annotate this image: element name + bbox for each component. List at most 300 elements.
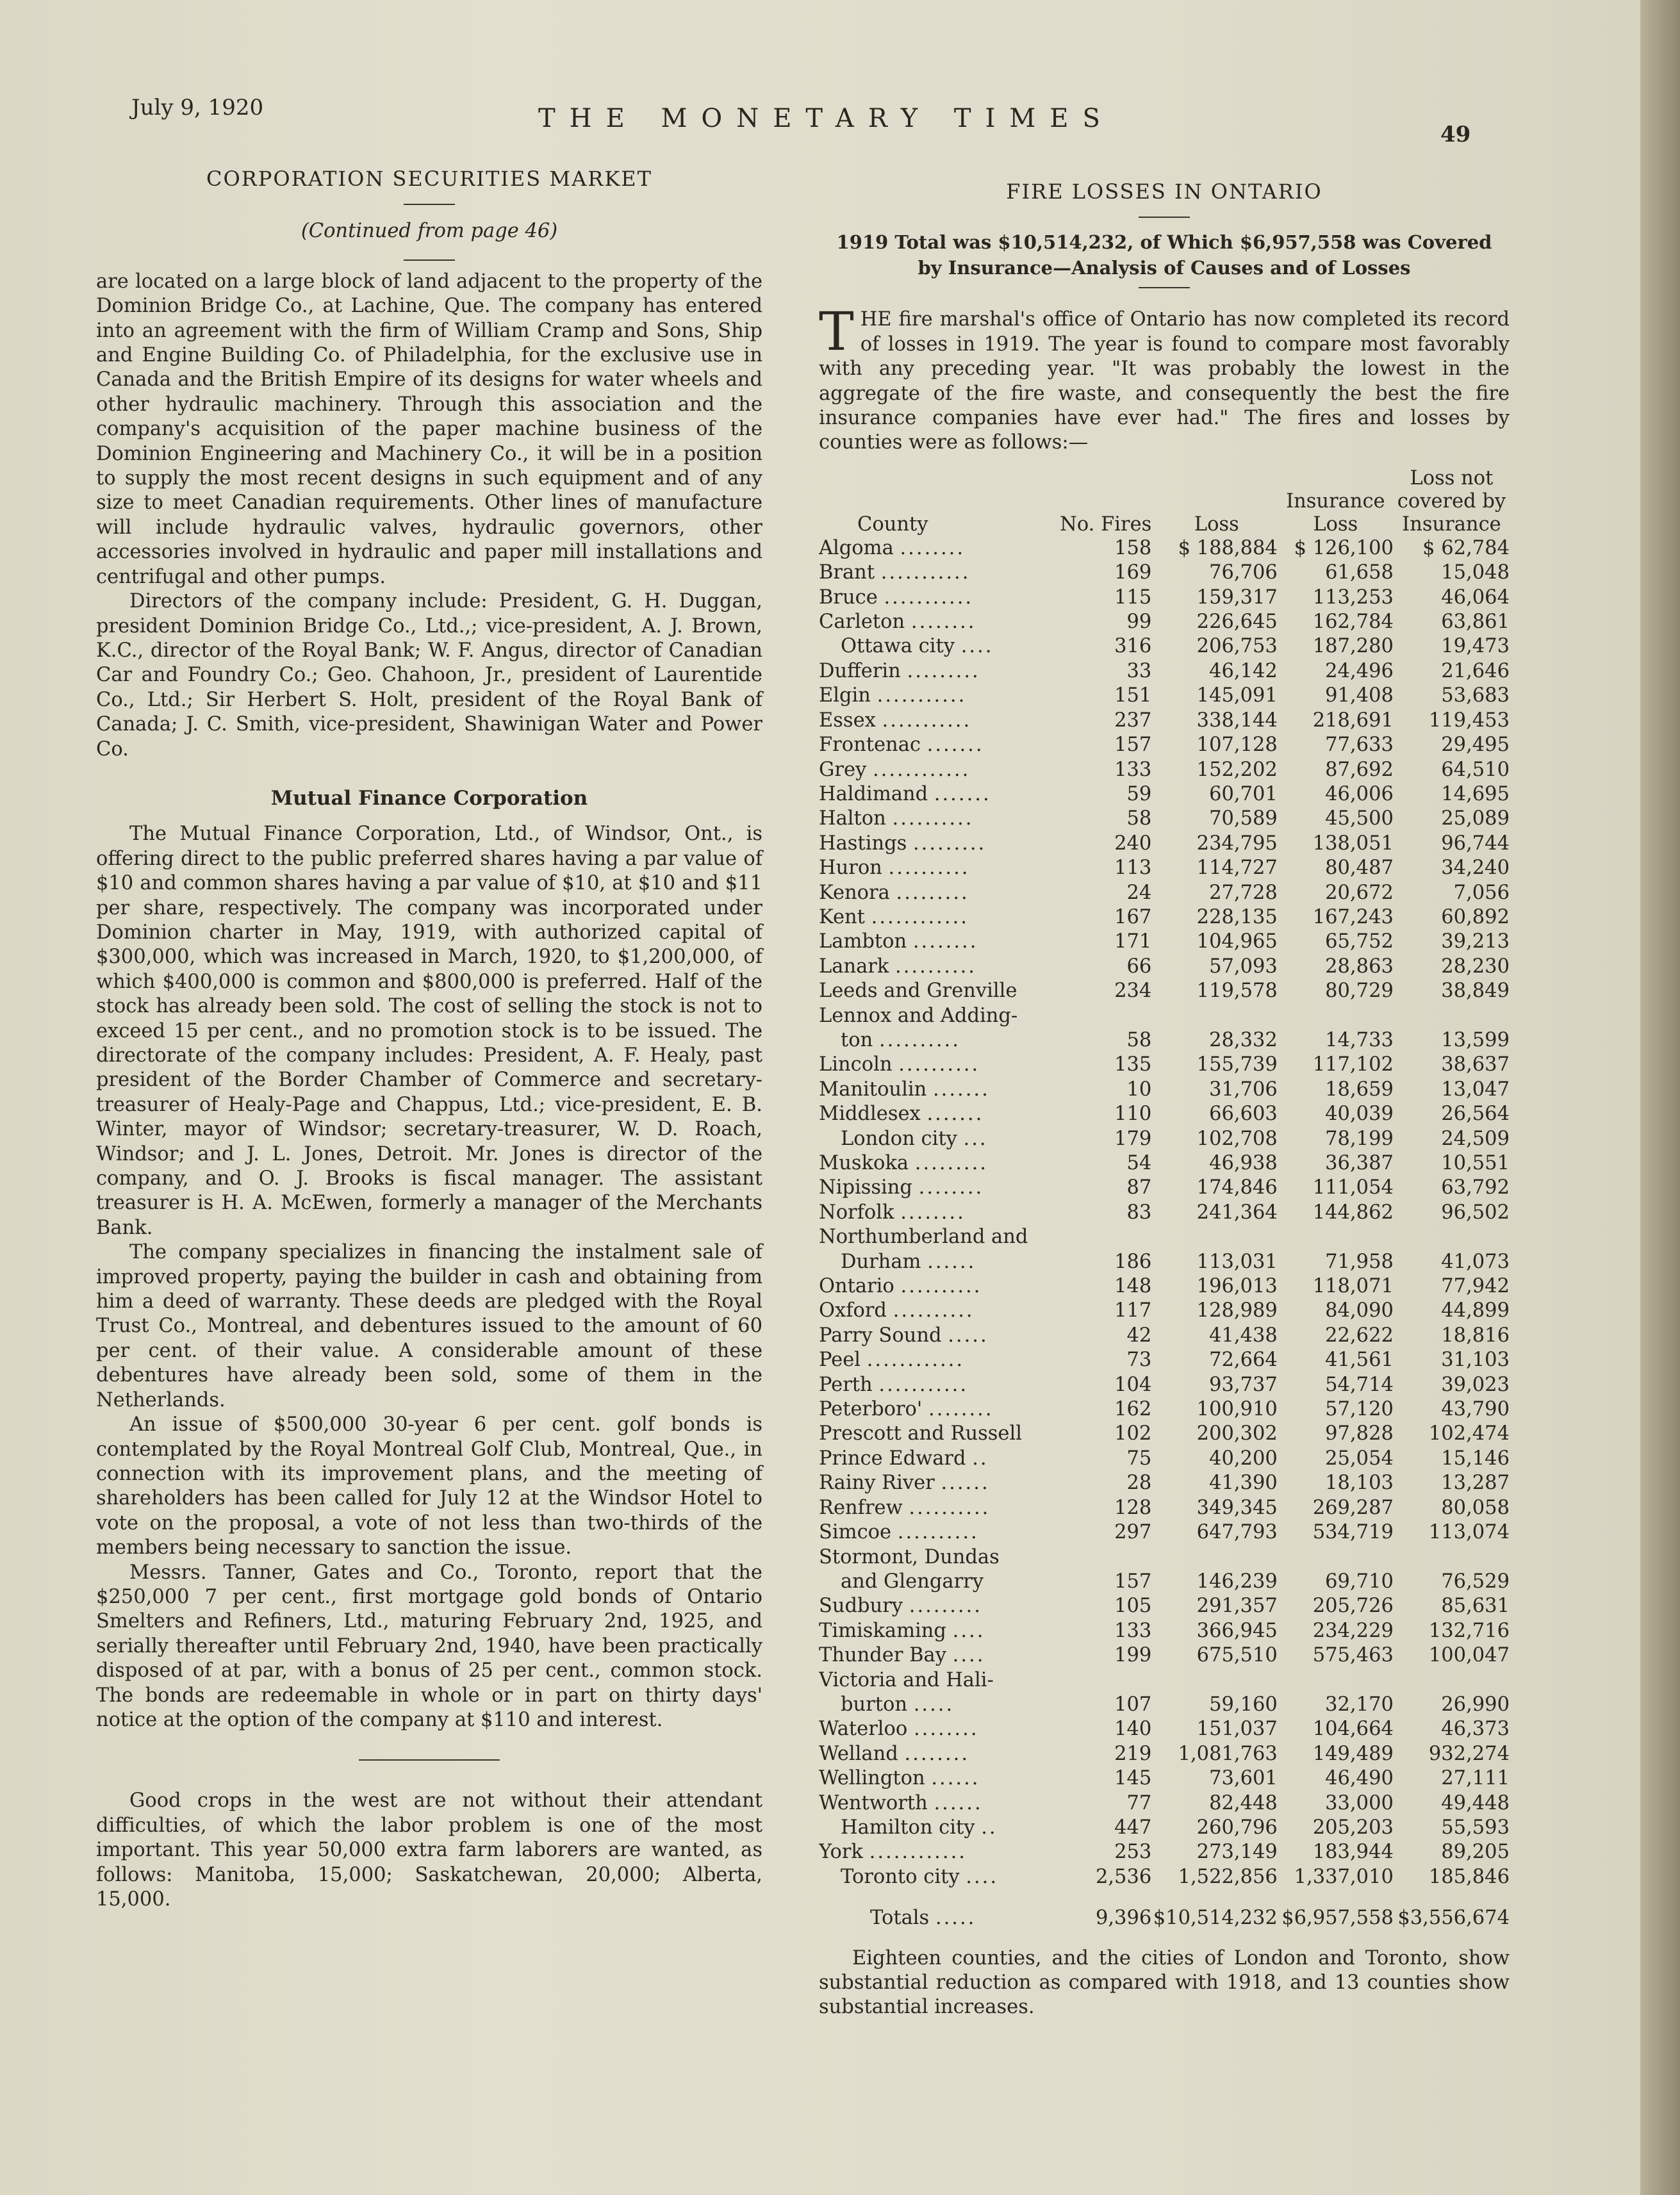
not-covered-cell: 46,064 <box>1441 586 1510 609</box>
not-covered-cell <box>1394 1545 1510 1570</box>
table-row <box>819 1004 1510 1028</box>
insurance-loss-cell: 45,500 <box>1325 807 1394 830</box>
insurance-loss-cell: $ 126,100 <box>1294 536 1394 559</box>
not-covered-cell: 13,047 <box>1441 1078 1510 1101</box>
header-county: County <box>857 513 928 536</box>
not-covered-cell: 13,287 <box>1441 1472 1510 1495</box>
insurance-loss-cell: 138,051 <box>1312 832 1394 855</box>
not-covered-cell: 25,089 <box>1441 807 1510 830</box>
insurance-loss-cell: 18,103 <box>1325 1472 1394 1495</box>
insurance-loss-cell: 534,719 <box>1312 1521 1394 1544</box>
fires-cell: 297 <box>1114 1521 1152 1544</box>
county-name: Essex <box>819 709 876 732</box>
not-covered-cell: 24,509 <box>1441 1127 1510 1150</box>
insurance-loss-cell <box>1278 1004 1394 1028</box>
table-row <box>819 1225 1510 1249</box>
fires-cell: 169 <box>1114 561 1152 584</box>
fires-cell <box>1060 1225 1151 1249</box>
fires-cell: 102 <box>1114 1422 1152 1445</box>
not-covered-cell: 26,990 <box>1441 1693 1510 1716</box>
insurance-loss-cell: 118,071 <box>1312 1275 1394 1298</box>
loss-cell <box>1151 1225 1278 1249</box>
loss-cell: 76,706 <box>1209 561 1278 584</box>
county-name: Dufferin <box>819 659 901 682</box>
not-covered-cell: 76,529 <box>1441 1570 1510 1593</box>
county-cell <box>819 1594 1060 1618</box>
loss-cell: 226,645 <box>1196 611 1278 634</box>
county-name: Parry Sound <box>819 1324 942 1347</box>
closing-paragraph: Eighteen counties, and the cities of London and Toronto, show substantial reduction as compared with 1918, and 13 counties show substantial increases. <box>819 1946 1510 2019</box>
leader-dots: ..... <box>913 1693 955 1716</box>
insurance-loss-cell: 218,691 <box>1312 709 1394 732</box>
table-header-row <box>819 467 1510 536</box>
county-name: Peel <box>819 1349 861 1372</box>
county-name: ton <box>841 1028 873 1051</box>
not-covered-cell: 18,816 <box>1441 1324 1510 1347</box>
county-cell <box>819 979 1060 1003</box>
fires-cell: 148 <box>1114 1275 1152 1298</box>
loss-cell: 206,753 <box>1196 635 1278 658</box>
loss-cell: 66,603 <box>1209 1103 1278 1126</box>
county-name: Kenora <box>819 881 890 904</box>
fires-cell: 157 <box>1114 734 1152 757</box>
table-row <box>819 832 1510 856</box>
county-name: Carleton <box>819 611 905 634</box>
leader-dots: ...... <box>931 1767 980 1790</box>
county-cell <box>819 1053 1060 1077</box>
not-covered-cell: 7,056 <box>1453 881 1510 904</box>
county-cell <box>819 1250 1060 1274</box>
loss-cell: 46,938 <box>1209 1152 1278 1174</box>
issue-date: July 9, 1920 <box>131 95 264 120</box>
insurance-loss-cell: 84,090 <box>1325 1299 1394 1322</box>
not-covered-cell: 10,551 <box>1441 1152 1510 1174</box>
table-row <box>819 1397 1510 1422</box>
insurance-loss-cell: 104,664 <box>1312 1718 1394 1741</box>
table-row <box>819 1471 1510 1495</box>
table-row <box>819 684 1510 708</box>
binding-edge <box>1640 0 1680 2195</box>
county-cell <box>819 1520 1060 1545</box>
body-paragraph: Good crops in the west are not without their attendant difficulties, of which the labor problem is one of the most important. This year 50,000 extra farm laborers are wanted, as follows: Manitoba, 15,000; Saskatchewan, 20,000; Alberta, 15,000. <box>96 1789 762 1911</box>
table-row <box>819 733 1510 757</box>
insurance-loss-cell <box>1278 1668 1394 1693</box>
loss-cell: 104,965 <box>1196 930 1278 953</box>
table-row <box>819 1668 1510 1693</box>
deck-rule <box>1139 287 1190 288</box>
table-row <box>819 1348 1510 1372</box>
insurance-loss-cell: 14,733 <box>1325 1028 1394 1051</box>
not-covered-cell: 64,510 <box>1441 758 1510 781</box>
loss-cell: 27,728 <box>1209 881 1278 904</box>
county-name: Ontario <box>819 1275 894 1298</box>
fires-cell: 186 <box>1114 1250 1152 1273</box>
leader-dots: ...... <box>941 1472 990 1495</box>
county-cell <box>819 832 1060 856</box>
fires-cell: 133 <box>1114 758 1152 781</box>
leader-dots: ............ <box>869 1841 967 1864</box>
fires-cell: 54 <box>1126 1152 1152 1174</box>
county-name: Halton <box>819 807 886 830</box>
fire-losses-deck <box>819 229 1510 281</box>
loss-cell: 366,945 <box>1196 1619 1278 1642</box>
fires-cell <box>1060 1545 1151 1570</box>
county-name: Oxford <box>819 1299 887 1322</box>
table-row <box>819 1274 1510 1299</box>
not-covered-cell: 119,453 <box>1428 709 1510 732</box>
fires-cell: 24 <box>1126 881 1152 904</box>
loss-cell <box>1151 1668 1278 1693</box>
county-name: Algoma <box>819 536 894 559</box>
totals-row <box>819 1889 1510 1930</box>
loss-cell: 28,332 <box>1209 1028 1278 1051</box>
county-name: Kent <box>819 905 865 928</box>
fires-cell: 253 <box>1114 1841 1152 1864</box>
county-name: Toronto city <box>841 1865 960 1888</box>
table-row <box>819 1791 1510 1816</box>
table-row <box>819 1693 1510 1717</box>
county-cell <box>819 782 1060 807</box>
insurance-loss-cell: 1,337,010 <box>1294 1865 1394 1888</box>
county-cell <box>819 1766 1060 1791</box>
loss-cell: 60,701 <box>1209 782 1278 805</box>
leader-dots: ............ <box>872 758 971 781</box>
county-name: Prescott and Russell <box>819 1422 1022 1445</box>
totals-fires: 9,396 <box>1095 1907 1152 1930</box>
insurance-loss-cell: 205,726 <box>1312 1595 1394 1618</box>
fires-cell: 113 <box>1114 857 1152 880</box>
fires-cell: 105 <box>1114 1595 1152 1618</box>
fires-cell: 28 <box>1126 1472 1152 1495</box>
table-row <box>819 1766 1510 1791</box>
insurance-loss-cell: 71,958 <box>1325 1250 1394 1273</box>
insurance-loss-cell: 144,862 <box>1312 1201 1394 1224</box>
fires-cell: 83 <box>1126 1201 1152 1224</box>
insurance-loss-cell: 33,000 <box>1325 1791 1394 1814</box>
table-row <box>819 807 1510 831</box>
county-cell <box>819 1496 1060 1520</box>
table-row <box>819 1053 1510 1077</box>
not-covered-cell: 89,205 <box>1441 1841 1510 1864</box>
county-name: Waterloo <box>819 1718 908 1741</box>
county-name: Stormont, Dundas <box>819 1545 1000 1568</box>
leader-dots: .... <box>966 1865 999 1888</box>
county-name: Renfrew <box>819 1496 903 1519</box>
county-cell <box>819 1127 1060 1151</box>
header-insurance-loss: Insurance Loss <box>1286 489 1385 536</box>
insurance-loss-cell: 65,752 <box>1325 930 1394 953</box>
totals-insurance: $6,957,558 <box>1281 1907 1394 1930</box>
not-covered-cell <box>1394 1004 1510 1028</box>
table-row <box>819 1078 1510 1102</box>
county-name: Ottawa city <box>841 635 955 658</box>
table-row <box>819 1570 1510 1594</box>
fires-cell: 2,536 <box>1095 1865 1152 1888</box>
not-covered-cell: 53,683 <box>1441 684 1510 707</box>
loss-cell: 675,510 <box>1196 1644 1278 1667</box>
leader-dots: ........ <box>918 1176 984 1199</box>
table-row <box>819 1324 1510 1348</box>
body-paragraph: The Mutual Finance Corporation, Ltd., of Windsor, Ont., is offering direct to the public preferred shares having a par value of $10 and common shares having a par value of $10, at $10 and $11 per share, respectively. The company was incorporated under Dominion charter in May, 1919, with authorized capital of $300,000, which was increased in March, 1920, to $1,200,000, of which $400,000 is common and $800,000 is preferred. Half of the stock has already been sold. The cost of selling the stock is not to exceed 15 per cent., and no promotion stock is to be issued. The directorate of the company includes: President, A. F. Healy, past president of the Border Chamber of Commerce and secretary-treasurer of Healy-Page and Chappus, Ltd.; vice-president, E. B. Winter, mayor of Windsor; secretary-treasurer, W. D. Roach, Windsor; and J. L. Jones, Detroit. Mr. Jones is director of the company, and O. J. Brooks is fiscal manager. The assistant treasurer is H. A. McEwen, formerly a manager of the Merchants Bank. <box>96 823 762 1239</box>
leader-dots: ......... <box>896 881 969 904</box>
insurance-loss-cell: 61,658 <box>1325 561 1394 584</box>
county-name: Huron <box>819 857 882 880</box>
table-row <box>819 1028 1510 1053</box>
table-row <box>819 1151 1510 1176</box>
not-covered-cell: 26,564 <box>1441 1103 1510 1126</box>
fires-cell: 140 <box>1114 1718 1152 1741</box>
county-name: Victoria and Hali- <box>819 1668 994 1691</box>
county-cell <box>819 1570 1060 1594</box>
leader-dots: ........... <box>884 586 974 609</box>
leader-dots: ...... <box>934 1791 983 1814</box>
headline-rule <box>404 204 455 205</box>
section-divider <box>359 1759 500 1761</box>
loss-cell: 40,200 <box>1209 1447 1278 1470</box>
county-cell <box>819 561 1060 585</box>
fires-cell: 151 <box>1114 684 1152 707</box>
not-covered-cell: 38,849 <box>1441 980 1510 1003</box>
county-cell <box>819 955 1060 979</box>
leader-dots: .... <box>952 1619 985 1642</box>
leader-dots: ....... <box>926 1103 984 1126</box>
totals-label: Totals ..... <box>870 1907 976 1930</box>
leader-dots: ........ <box>910 611 976 634</box>
county-name: York <box>819 1841 863 1864</box>
county-cell <box>819 1471 1060 1495</box>
not-covered-cell: 34,240 <box>1441 857 1510 880</box>
not-covered-cell: 100,047 <box>1428 1644 1510 1667</box>
county-name: Northumberland and <box>819 1226 1028 1249</box>
leader-dots: ....... <box>934 782 991 805</box>
table-row <box>819 1176 1510 1200</box>
insurance-loss-cell: 57,120 <box>1325 1398 1394 1421</box>
table-row <box>819 1619 1510 1643</box>
county-cell <box>819 1791 1060 1816</box>
body-paragraph: are located on a large block of land adjacent to the property of the Dominion Bridge Co., at Lachine, Que. The company has entered into an agreement with the firm of William Cramp and Sons, Ship and Engine Building Co. of Philadelphia, for the exclusive use in Canada and the British Empire of its designs for water wheels and other hydraulic machinery. Through this association and the company's acquisition of the paper machine business of the Dominion Engineering and Machinery Co., it will be in a position to supply the most recent designs in such equipment and of any size to meet Canadian requirements. Other lines of manufacture will include hydraulic valves, hydraulic governors, other accessories involved in hydraulic and paper mill installations and centrifugal and other pumps. <box>96 270 762 588</box>
insurance-loss-cell: 97,828 <box>1325 1422 1394 1445</box>
not-covered-cell: 63,861 <box>1441 611 1510 634</box>
not-covered-cell: 185,846 <box>1428 1865 1510 1888</box>
fires-cell: 133 <box>1114 1619 1152 1642</box>
table-row <box>819 1373 1510 1397</box>
fires-cell: 117 <box>1114 1299 1152 1322</box>
fires-cell: 240 <box>1114 832 1152 855</box>
insurance-loss-cell: 575,463 <box>1312 1644 1394 1667</box>
loss-cell: 146,239 <box>1196 1570 1278 1593</box>
leader-dots: .......... <box>909 1496 991 1519</box>
insurance-loss-cell: 183,944 <box>1312 1841 1394 1864</box>
insurance-loss-cell: 167,243 <box>1312 905 1394 928</box>
loss-cell: 196,013 <box>1196 1275 1278 1298</box>
loss-cell: 72,664 <box>1209 1349 1278 1372</box>
county-name: Lennox and Adding- <box>819 1004 1018 1027</box>
leader-dots: .. <box>981 1816 998 1839</box>
loss-cell: 57,093 <box>1209 955 1278 978</box>
county-cell <box>819 1643 1060 1668</box>
county-name: Haldimand <box>819 782 928 805</box>
fires-cell: 10 <box>1126 1078 1152 1101</box>
leader-dots: .......... <box>878 1028 960 1051</box>
county-cell <box>819 905 1060 930</box>
table-row <box>819 1594 1510 1618</box>
body-paragraph: An issue of $500,000 30-year 6 per cent. golf bonds is contemplated by the Royal Montreal Golf Club, Montreal, Que., in connection with its improvement plans, and the meeting of shareholders has been called for July 12 at the Windsor Hotel to vote on the proposal, a vote of not less than two-thirds of the members being necessary to sanction the issue. <box>96 1413 762 1559</box>
publication-title: THE MONETARY TIMES <box>538 104 1114 133</box>
county-cell <box>819 1324 1060 1348</box>
loss-cell: 82,448 <box>1209 1791 1278 1814</box>
fires-cell: 58 <box>1126 1028 1152 1051</box>
loss-cell <box>1151 1545 1278 1570</box>
fires-cell: 107 <box>1114 1693 1152 1716</box>
loss-cell: 159,317 <box>1196 586 1278 609</box>
fires-cell: 316 <box>1114 635 1152 658</box>
county-name: Lanark <box>819 955 889 978</box>
county-name: Perth <box>819 1373 873 1396</box>
loss-cell: 145,091 <box>1196 684 1278 707</box>
insurance-loss-cell: 46,006 <box>1325 782 1394 805</box>
leader-dots: ........... <box>878 1373 969 1396</box>
fires-cell: 87 <box>1126 1176 1152 1199</box>
county-name: Rainy River <box>819 1472 935 1495</box>
leader-dots: ........... <box>877 684 967 707</box>
leader-dots: ........ <box>900 536 966 559</box>
county-cell <box>819 1840 1060 1864</box>
body-paragraph: The company specializes in financing the instalment sale of improved property, paying the builder in cash and obtaining from him a deed of warranty. These deeds are pledged with the Royal Trust Co., Montreal, and debentures issued to the amount of 60 per cent. of their value. A considerable amount of these debentures have already been sold, some of them in the Netherlands. <box>96 1241 762 1411</box>
fires-cell: 110 <box>1114 1103 1152 1126</box>
not-covered-cell: 77,942 <box>1441 1275 1510 1298</box>
intro-paragraph <box>819 302 1510 455</box>
county-cell <box>819 1102 1060 1126</box>
leader-dots: ....... <box>926 734 984 757</box>
fires-cell: 167 <box>1114 905 1152 928</box>
county-cell <box>819 1397 1060 1422</box>
leader-dots: ........ <box>928 1398 994 1421</box>
insurance-loss-cell: 28,863 <box>1325 955 1394 978</box>
fires-cell: 157 <box>1114 1570 1152 1593</box>
left-column <box>96 167 762 1912</box>
table-row <box>819 709 1510 733</box>
table-row <box>819 782 1510 807</box>
county-cell <box>819 1545 1060 1570</box>
leader-dots: .... <box>952 1644 985 1667</box>
not-covered-cell: 113,074 <box>1428 1521 1510 1544</box>
fires-cell: 99 <box>1126 611 1152 634</box>
fires-cell <box>1060 1668 1151 1693</box>
leader-dots: ... <box>963 1127 988 1150</box>
table-row <box>819 1816 1510 1840</box>
county-cell <box>819 930 1060 954</box>
fires-cell: 447 <box>1114 1816 1152 1839</box>
leader-dots: .. <box>972 1447 989 1470</box>
not-covered-cell: 39,023 <box>1441 1373 1510 1396</box>
table-row <box>819 1742 1510 1766</box>
fires-cell: 59 <box>1126 782 1152 805</box>
insurance-loss-cell: 36,387 <box>1325 1152 1394 1174</box>
loss-cell: 70,589 <box>1209 807 1278 830</box>
page-number: 49 <box>1440 122 1471 147</box>
not-covered-cell: 13,599 <box>1441 1028 1510 1051</box>
not-covered-cell: 80,058 <box>1441 1496 1510 1519</box>
table-row <box>819 1127 1510 1151</box>
loss-cell <box>1151 1004 1278 1028</box>
not-covered-cell: 21,646 <box>1441 659 1510 682</box>
county-cell <box>819 1373 1060 1397</box>
table-row <box>819 1201 1510 1225</box>
leader-dots: .......... <box>897 1521 979 1544</box>
loss-cell: 59,160 <box>1209 1693 1278 1716</box>
intro-text: HE fire marshal's office of Ontario has now completed its record of losses in 1919. The year is found to compare most favorably with any preceding year. "It was probably the lowest in the aggregate of the fire waste, and consequently the best the fire insurance companies have ever had." The fires and losses by counties were as follows:— <box>819 308 1510 454</box>
insurance-loss-cell: 54,714 <box>1325 1373 1394 1396</box>
table-row <box>819 1865 1510 1889</box>
fires-cell: 135 <box>1114 1053 1152 1076</box>
leader-dots: .......... <box>892 807 974 830</box>
continued-rule <box>404 259 455 261</box>
insurance-loss-cell: 87,692 <box>1325 758 1394 781</box>
county-name: burton <box>841 1693 908 1716</box>
insurance-loss-cell: 187,280 <box>1312 635 1394 658</box>
not-covered-cell: 102,474 <box>1428 1422 1510 1445</box>
county-cell <box>819 1225 1060 1249</box>
county-cell <box>819 1619 1060 1643</box>
county-cell <box>819 1176 1060 1200</box>
insurance-loss-cell: 113,253 <box>1312 586 1394 609</box>
county-name: Nipissing <box>819 1176 912 1199</box>
loss-cell: $ 188,884 <box>1178 536 1278 559</box>
table-row <box>819 536 1510 561</box>
insurance-loss-cell <box>1278 1225 1394 1249</box>
county-cell <box>819 1348 1060 1372</box>
insurance-loss-cell: 24,496 <box>1325 659 1394 682</box>
table-row <box>819 1520 1510 1545</box>
leader-dots: ........ <box>912 930 978 953</box>
county-cell <box>819 1717 1060 1741</box>
loss-cell: 291,357 <box>1196 1595 1278 1618</box>
leader-dots: ........ <box>900 1201 966 1224</box>
table-row <box>819 1717 1510 1741</box>
county-cell <box>819 1742 1060 1766</box>
fires-cell: 179 <box>1114 1127 1152 1150</box>
fire-losses-table <box>819 467 1510 1931</box>
county-cell <box>819 659 1060 684</box>
loss-cell: 114,727 <box>1196 857 1278 880</box>
fires-cell <box>1060 1004 1151 1028</box>
leader-dots: .......... <box>893 1299 975 1322</box>
county-cell <box>819 758 1060 782</box>
loss-cell: 228,135 <box>1196 905 1278 928</box>
loss-cell: 338,144 <box>1196 709 1278 732</box>
leader-dots: .......... <box>900 1275 982 1298</box>
loss-cell: 113,031 <box>1196 1250 1278 1273</box>
not-covered-cell: 29,495 <box>1441 734 1510 757</box>
insurance-loss-cell <box>1278 1545 1394 1570</box>
county-name: Wellington <box>819 1767 925 1790</box>
table-row <box>819 905 1510 930</box>
county-cell <box>819 807 1060 831</box>
insurance-loss-cell: 111,054 <box>1312 1176 1394 1199</box>
loss-cell: 1,081,763 <box>1178 1742 1278 1765</box>
county-cell <box>819 1028 1060 1053</box>
county-name: Bruce <box>819 586 878 609</box>
running-head <box>0 95 1640 152</box>
not-covered-cell: 46,373 <box>1441 1718 1510 1741</box>
county-cell <box>819 733 1060 757</box>
fires-cell: 42 <box>1126 1324 1152 1347</box>
county-name: Frontenac <box>819 734 921 757</box>
fires-cell: 115 <box>1114 586 1152 609</box>
continued-note: (Continued from page 46) <box>301 220 558 243</box>
county-name: Timiskaming <box>819 1619 946 1642</box>
county-cell <box>819 1816 1060 1840</box>
